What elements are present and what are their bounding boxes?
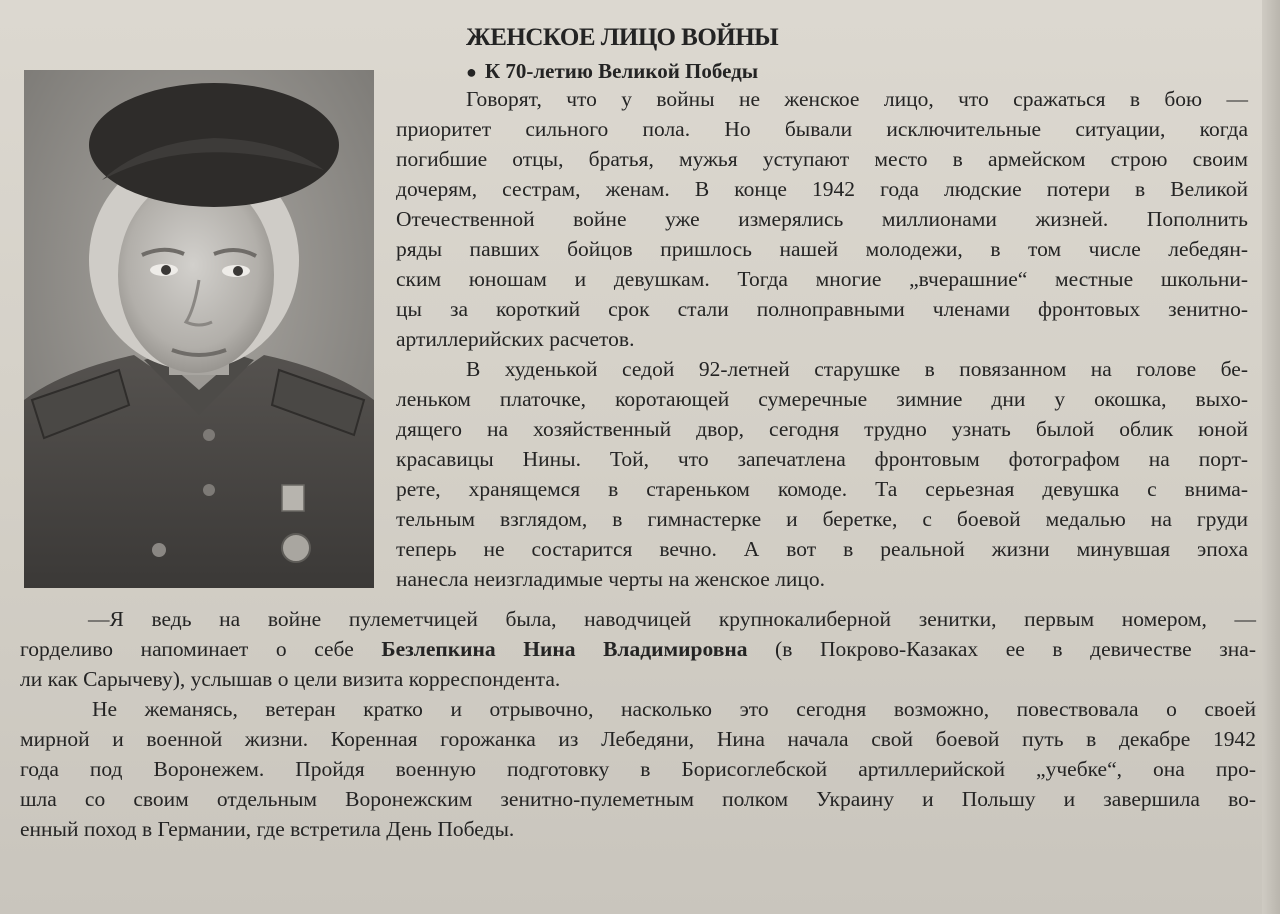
text-line: леньком платочке, коротающей сумеречные зимние дни у окошка, выхо- — [396, 387, 1248, 411]
text-line: —Я ведь на войне пулеметчицей была, наводчицей крупнокалиберной зенитки, первым номером, — — [88, 607, 1256, 631]
bullet-icon: ● — [466, 62, 477, 82]
text-line: ли как Сарычеву), услышав о цели визита корреспондента. — [20, 667, 561, 691]
article-column-text — [396, 84, 1248, 594]
text-segment: горделиво напоминает о себе — [20, 637, 382, 661]
text-line: цы за короткий срок стали полноправными членами фронтовых зенитно- — [396, 297, 1248, 321]
text-line: Говорят, что у войны не женское лицо, что сражаться в бою — — [466, 87, 1248, 111]
paragraph-1 — [396, 84, 1248, 354]
portrait-drawing — [24, 70, 374, 588]
tunic-button — [203, 484, 215, 496]
paragraph-4 — [20, 694, 1256, 844]
text-line: нанесла неизгладимые черты на женское лицо. — [396, 567, 826, 591]
person-name: Безлепкина Нина Владимировна — [381, 637, 748, 661]
text-line — [20, 634, 1256, 664]
text-segment: (в Покрово-Казаках ее в девичестве зна- — [747, 637, 1256, 661]
face — [118, 177, 274, 373]
text-line: рете, хранящемся в стареньком комоде. Та серьезная девушка с внима- — [396, 477, 1248, 501]
text-line: погибшие отцы, братья, мужья уступают место в армейском строю своим — [396, 147, 1248, 171]
text-line: приоритет сильного пола. Но бывали исключительные ситуации, когда — [396, 117, 1248, 141]
tunic-button — [152, 543, 166, 557]
medal-ribbon — [282, 485, 304, 511]
text-line: артиллерийских расчетов. — [396, 327, 635, 351]
text-line: Отечественной войне уже измерялись миллионами жизней. Пополнить — [396, 207, 1248, 231]
page-edge — [1262, 0, 1280, 914]
portrait-photo — [24, 70, 374, 588]
text-line: теперь не состарится вечно. А вот в реальной жизни минувшая эпоха — [396, 537, 1248, 561]
text-line: года под Воронежем. Пройдя военную подготовку в Борисоглебской артиллерийской „учебке“, она про- — [20, 757, 1256, 781]
text-line: ряды павших бойцов пришлось нашей молодежи, в том числе лебедян- — [396, 237, 1248, 261]
text-line: В худенькой седой 92-летней старушке в повязанном на голове бе- — [466, 357, 1248, 381]
article-full-width-text — [20, 604, 1256, 844]
article-subtitle — [466, 56, 758, 87]
text-line: дящего на хозяйственный двор, сегодня трудно узнать былой облик юной — [396, 417, 1248, 441]
text-line: ским юношам и девушкам. Тогда многие „вчерашние“ местные школьни- — [396, 267, 1248, 291]
text-line: красавицы Нины. Той, что запечатлена фронтовым фотографом на порт- — [396, 447, 1248, 471]
article-title: ЖЕНСКОЕ ЛИЦО ВОЙНЫ — [466, 24, 779, 51]
subtitle-text: К 70-летию Великой Победы — [484, 59, 759, 83]
paragraph-2 — [396, 354, 1248, 594]
text-line: енный поход в Германии, где встретила День Победы. — [20, 817, 515, 841]
tunic-button — [203, 429, 215, 441]
text-line: дочерям, сестрам, женам. В конце 1942 года людские потери в Великой — [396, 177, 1248, 201]
medal — [282, 534, 310, 562]
paragraph-3 — [20, 604, 1256, 694]
text-line: тельным взглядом, в гимнастерке и беретке, с боевой медалью на груди — [396, 507, 1248, 531]
text-line: шла со своим отдельным Воронежским зенитно-пулеметным полком Украину и Польшу и завершила во- — [20, 787, 1256, 811]
text-line: мирной и военной жизни. Коренная горожанка из Лебедяни, Нина начала свой боевой путь в декабре 1942 — [20, 727, 1256, 751]
text-line: Не жеманясь, ветеран кратко и отрывочно, насколько это сегодня возможно, повествовала о своей — [92, 697, 1256, 721]
